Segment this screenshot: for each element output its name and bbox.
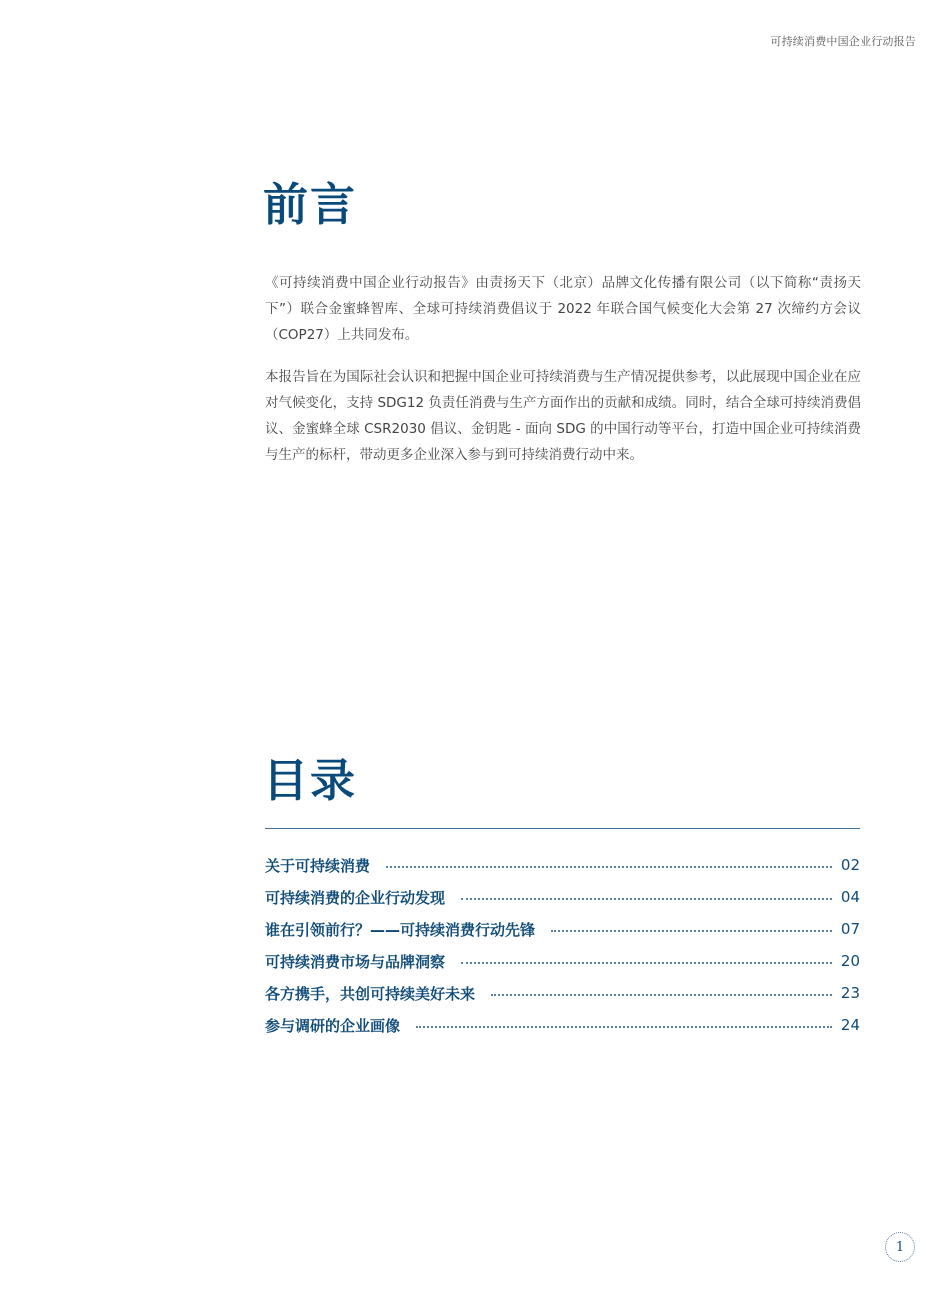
- toc-title: 目录: [263, 754, 358, 807]
- toc-entry-page: 02: [840, 856, 860, 874]
- toc-entry-page: 07: [840, 920, 860, 938]
- toc-dot-leader: [551, 930, 832, 932]
- toc-entry[interactable]: [265, 849, 860, 881]
- foreword-body: [265, 270, 861, 484]
- toc-dot-leader: [461, 898, 832, 900]
- toc-entry[interactable]: [265, 881, 860, 913]
- toc-entry-page: 20: [840, 952, 860, 970]
- toc-entry-page: 24: [840, 1016, 860, 1034]
- foreword-paragraph: 本报告旨在为国际社会认识和把握中国企业可持续消费与生产情况提供参考，以此展现中国企业在应对气候变化，支持 SDG12 负责任消费与生产方面作出的贡献和成绩。同时，结合全球可持续消费倡议、金蜜蜂全球 CSR2030 倡议、金钥匙 - 面向 SDG 的中国行动等平台，打造中国企业可持续消费与生产的标杆，带动更多企业深入参与到可持续消费行动中来。: [265, 369, 861, 463]
- running-header: 可持续消费中国企业行动报告: [770, 35, 916, 48]
- toc-entry-title: 参与调研的企业画像: [265, 1016, 401, 1035]
- toc-entry-title: 可持续消费市场与品牌洞察: [265, 952, 446, 971]
- toc-entry-page: 04: [840, 888, 860, 906]
- toc-dot-leader: [416, 1026, 832, 1028]
- toc-dot-leader: [386, 866, 832, 868]
- foreword-paragraph: 《可持续消费中国企业行动报告》由责扬天下（北京）品牌文化传播有限公司（以下简称“责扬天下”）联合金蜜蜂智库、全球可持续消费倡议于 2022 年联合国气候变化大会第 27 次缔约方会议（COP27）上共同发布。: [265, 275, 861, 343]
- table-of-contents: [265, 849, 860, 1041]
- toc-entry[interactable]: [265, 1009, 860, 1041]
- toc-entry-title: 关于可持续消费: [265, 856, 371, 875]
- page-number: 1: [885, 1232, 915, 1262]
- toc-entry-title: 可持续消费的企业行动发现: [265, 888, 446, 907]
- toc-entry[interactable]: [265, 977, 860, 1009]
- toc-entry-page: 23: [840, 984, 860, 1002]
- foreword-title: 前言: [263, 178, 358, 231]
- toc-entry[interactable]: [265, 945, 860, 977]
- toc-dot-leader: [491, 994, 832, 996]
- toc-dot-leader: [461, 962, 832, 964]
- toc-entry[interactable]: [265, 913, 860, 945]
- toc-entry-title: 谁在引领前行？——可持续消费行动先锋: [265, 920, 536, 939]
- toc-divider: [265, 828, 860, 829]
- toc-entry-title: 各方携手，共创可持续美好未来: [265, 984, 476, 1003]
